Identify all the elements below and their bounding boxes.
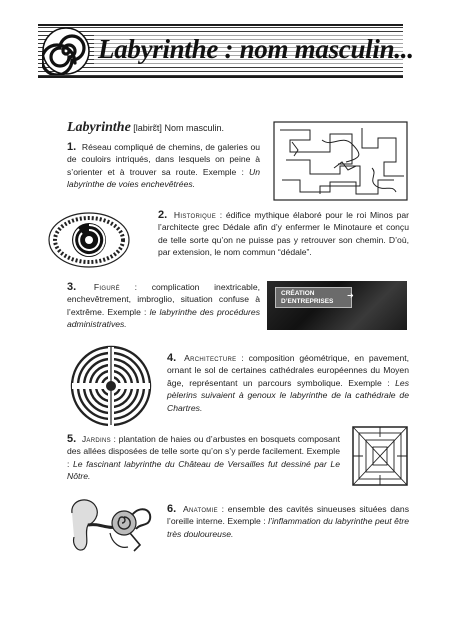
- definition-5: 5. Jardins : plantation de haies ou d’arbustes en bosquets composant des allées disposées de telle sorte qu’on s’y perde facilement. Exemple : Le fascinant labyrinthe du Château de Versailles fut dessiné par Le Nôtre.: [67, 433, 341, 482]
- definition-label: Historique: [173, 210, 217, 220]
- spiral-icon: [42, 27, 90, 75]
- definition-example: Le fascinant labyrinthe du Château de Versailles fut dessiné par Le Nôtre.: [67, 458, 340, 482]
- definition-text: ensemble des cavités sinueuses situées dans l’oreille interne. Exemple :: [167, 504, 409, 527]
- definition-number: 1.: [67, 141, 77, 153]
- definition-2: 2. Historique : édifice mythique élaboré pour le roi Minos par l’architecte grec Dédale afin d’y enfermer le Minotaure et conçu de telle sorte qu’on ne puisse pas y retrouver son chemin. D’où, par extension, le nom commun “dédale”.: [158, 209, 409, 258]
- definition-4: 4. Architecture : composition géométrique, en pavement, ornant le sol de certaines cathédrales européennes du Moyen âge, représentant un parcours symbolique. Exemple : Les pèlerins suivaient à genoux le labyrinthe de la cathédrale de Chartres.: [167, 352, 410, 413]
- inner-ear-illustration: [66, 493, 158, 557]
- entry-pronunciation: [labirɛ̃t]: [133, 123, 162, 133]
- definition-text: Réseau compliqué de chemins, de galeries ou de couloirs intriqués, dans lesquels on peine à s’orienter et à trouver sa route. Exemple :: [67, 142, 261, 177]
- photo-sign-line2: D’ENTREPRISES: [281, 297, 334, 305]
- definition-text: composition géométrique, en pavement, ornant le sol de certaines cathédrales européennes du Moyen âge, représentant un parcours symbolique. Exemple :: [167, 353, 410, 388]
- definition-label: Anatomie: [182, 504, 218, 514]
- definition-number: 4.: [167, 352, 177, 364]
- title-banner: [38, 24, 414, 78]
- entry-heading: [67, 120, 224, 136]
- garden-maze: [351, 425, 409, 487]
- definition-text: complication inextricable, enchevêtrement, imbroglio, situation confuse à l’extrême. Exemple :: [67, 282, 260, 317]
- definition-number: 2.: [158, 209, 168, 221]
- entry-word: Labyrinthe: [67, 120, 131, 135]
- arrow-icon: ➜: [347, 291, 354, 300]
- definition-3: 3. Figuré : complication inextricable, enchevêtrement, imbroglio, situation confuse à l’extrême. Exemple : le labyrinthe des procédures administratives.: [67, 281, 260, 330]
- definition-number: 6.: [167, 503, 177, 515]
- definition-example: Un labyrinthe de voies enchevêtrées.: [67, 166, 261, 190]
- definition-label: Architecture: [184, 353, 237, 363]
- circular-labyrinth-coin: [44, 210, 134, 270]
- definition-text: édifice mythique élaboré pour le roi Minos par l’architecte grec Dédale afin d’y enfermer le Minotaure et conçu de telle sorte qu’on ne puisse pas y retrouver son chemin. D’où, par extension, le nom commun “dédale”.: [158, 210, 409, 258]
- definition-example: Les pèlerins suivaient à genoux le labyrinthe de la cathédrale de Chartres.: [167, 377, 409, 413]
- definition-1: [67, 141, 260, 191]
- chartres-labyrinth: [66, 344, 156, 429]
- definition-number: 5.: [67, 433, 77, 445]
- page-title: Labyrinthe : nom masculin...: [94, 34, 418, 65]
- photo-sign: [275, 287, 352, 308]
- definition-number: 3.: [67, 281, 77, 293]
- definition-label: Jardins: [81, 434, 111, 444]
- definition-label: Figuré: [93, 282, 120, 292]
- definition-text: plantation de haies ou d’arbustes en bosquets composant des allées disposées de telle sorte qu’on s’y perde facilement. Exemple :: [67, 434, 341, 469]
- business-photo: [267, 281, 407, 330]
- photo-sign-line1: CRÉATION: [281, 290, 315, 297]
- definition-example: le labyrinthe des procédures administratives.: [67, 306, 260, 330]
- maze-illustration: [272, 120, 409, 202]
- definition-6: 6. Anatomie : ensemble des cavités sinueuses situées dans l’oreille interne. Exemple : l’inflammation du labyrinthe peut être très douloureuse.: [167, 503, 409, 539]
- definition-example: l’inflammation du labyrinthe peut être très douloureuse.: [167, 516, 409, 539]
- entry-pos: Nom masculin.: [164, 123, 224, 133]
